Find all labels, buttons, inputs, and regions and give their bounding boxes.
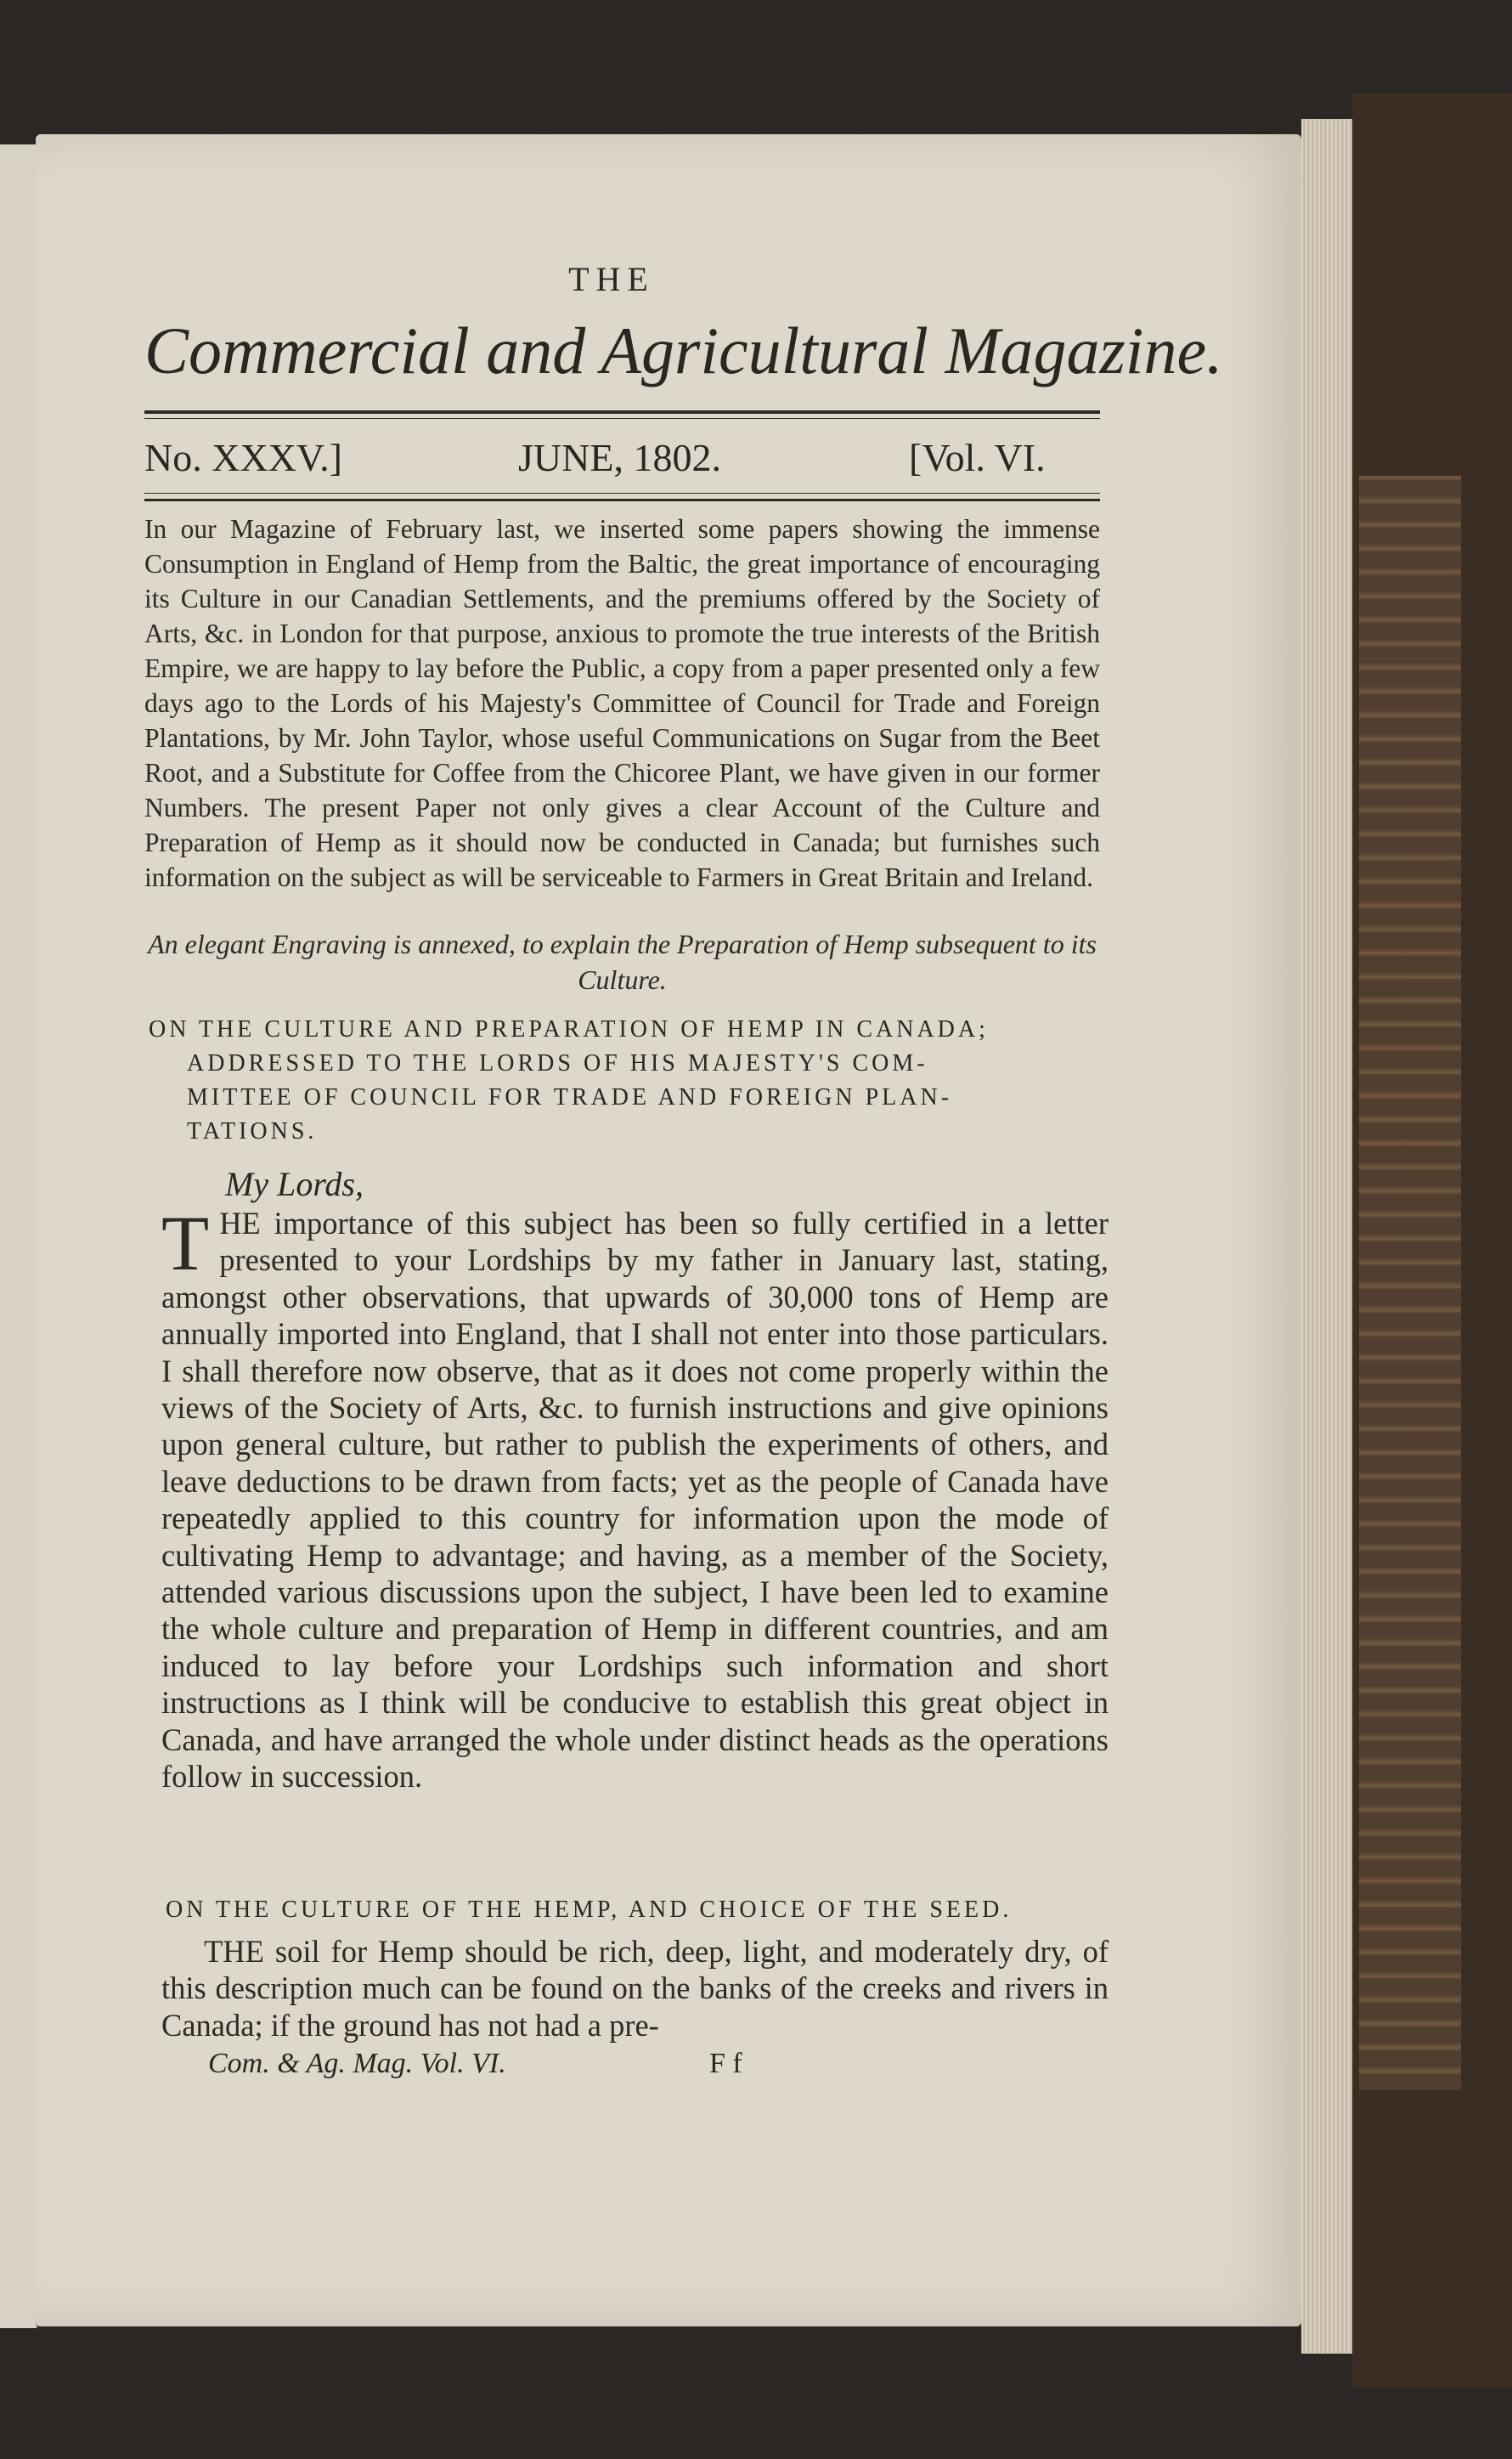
page-footer — [208, 2048, 973, 2080]
facing-page-edge — [0, 144, 37, 2328]
drop-cap: T — [161, 1200, 210, 1286]
binding-leather — [1359, 476, 1461, 2090]
issue-date: JUNE, 1802. — [518, 436, 721, 479]
issue-rule-top — [144, 493, 1100, 494]
issue-line — [144, 435, 1092, 486]
page-stack-edge — [1301, 119, 1352, 2354]
letter-text: HE importance of this subject has been so fully certified in a letter presented to your Lordships by my father in January last, stating, amongst other observations, that upwards of 30,000 tons of Hemp are annually imported into England, that I shall not enter into those particulars. I shall therefore now observe, that as it does not come properly within the views of the Society of Arts, &c. to furnish instructions and give opinions upon general culture, but rather to publish the experiments of others, and leave deductions to be drawn from facts; yet as the people of Canada have repeatedly applied to this country for information upon the mode of cultivating Hemp to advantage; and having, as a member of the Society, attended various discussions upon the subject, I have been led to examine the whole culture and preparation of Hemp in different countries, and am induced to lay before your Lordships such information and short instructions as I think will be conducive to establish this great object in Canada, and have arranged the whole under distinct heads as the operations follow in succession. — [161, 1206, 1109, 1795]
masthead-the: THE — [568, 260, 655, 298]
issue-volume: [Vol. VI. — [909, 436, 1046, 479]
masthead-rule-top — [144, 410, 1100, 414]
section-heading: ON THE CULTURE OF THE HEMP, AND CHOICE OF THE SEED. — [166, 1897, 1013, 1923]
article-heading-line: MITTEE OF COUNCIL FOR TRADE AND FOREIGN PLAN- — [187, 1084, 953, 1111]
footer-running-title: Com. & Ag. Mag. Vol. VI. — [208, 2048, 506, 2079]
issue-number: No. XXXV.] — [144, 436, 342, 479]
article-heading-line: ADDRESSED TO THE LORDS OF HIS MAJESTY'S COM- — [187, 1050, 928, 1077]
letter-body — [161, 1200, 1109, 1795]
section-body: THE soil for Hemp should be rich, deep, light, and moderately dry, of this description much can be found on the banks of the creeks and rivers in Canada; if the ground has not had a pre- — [161, 1934, 1109, 2043]
article-heading-line: ON THE CULTURE AND PREPARATION OF HEMP IN CANADA; — [149, 1016, 989, 1043]
masthead-rule-second — [144, 418, 1100, 419]
masthead-title: Commercial and Agricultural Magazine. — [144, 314, 1223, 387]
intro-text: In our Magazine of February last, we inserted some papers showing the immense Consumption in England of Hemp from the Baltic, the great importance of encouraging its Culture in our Canadian Settlements, and the premiums offered by the Society of Arts, &c. in London for that purpose, anxious to promote the true interests of the British Empire, we are happy to lay before the Public, a copy from a paper presented only a few days ago to the Lords of his Majesty's Committee of Council for Trade and Foreign Plantations, by Mr. John Taylor, whose useful Communications on Sugar from the Beet Root, and a Substitute for Coffee from the Chicoree Plant, we have given in our former Numbers. The present Paper not only gives a clear Account of the Culture and Preparation of Hemp as it should now be conducted in Canada; but furnishes such information on the subject as will be serviceable to Farmers in Great Britain and Ireland. — [144, 514, 1100, 892]
salutation: My Lords, — [225, 1165, 364, 1203]
article-heading — [149, 1013, 1109, 1149]
issue-rule-bottom — [144, 499, 1100, 501]
intro-paragraph — [144, 512, 1100, 895]
engraving-note: An elegant Engraving is annexed, to explain the Preparation of Hemp subsequent to its Culture. — [148, 929, 1097, 995]
footer-signature-mark: F f — [709, 2048, 742, 2079]
article-heading-line: TATIONS. — [187, 1118, 318, 1145]
